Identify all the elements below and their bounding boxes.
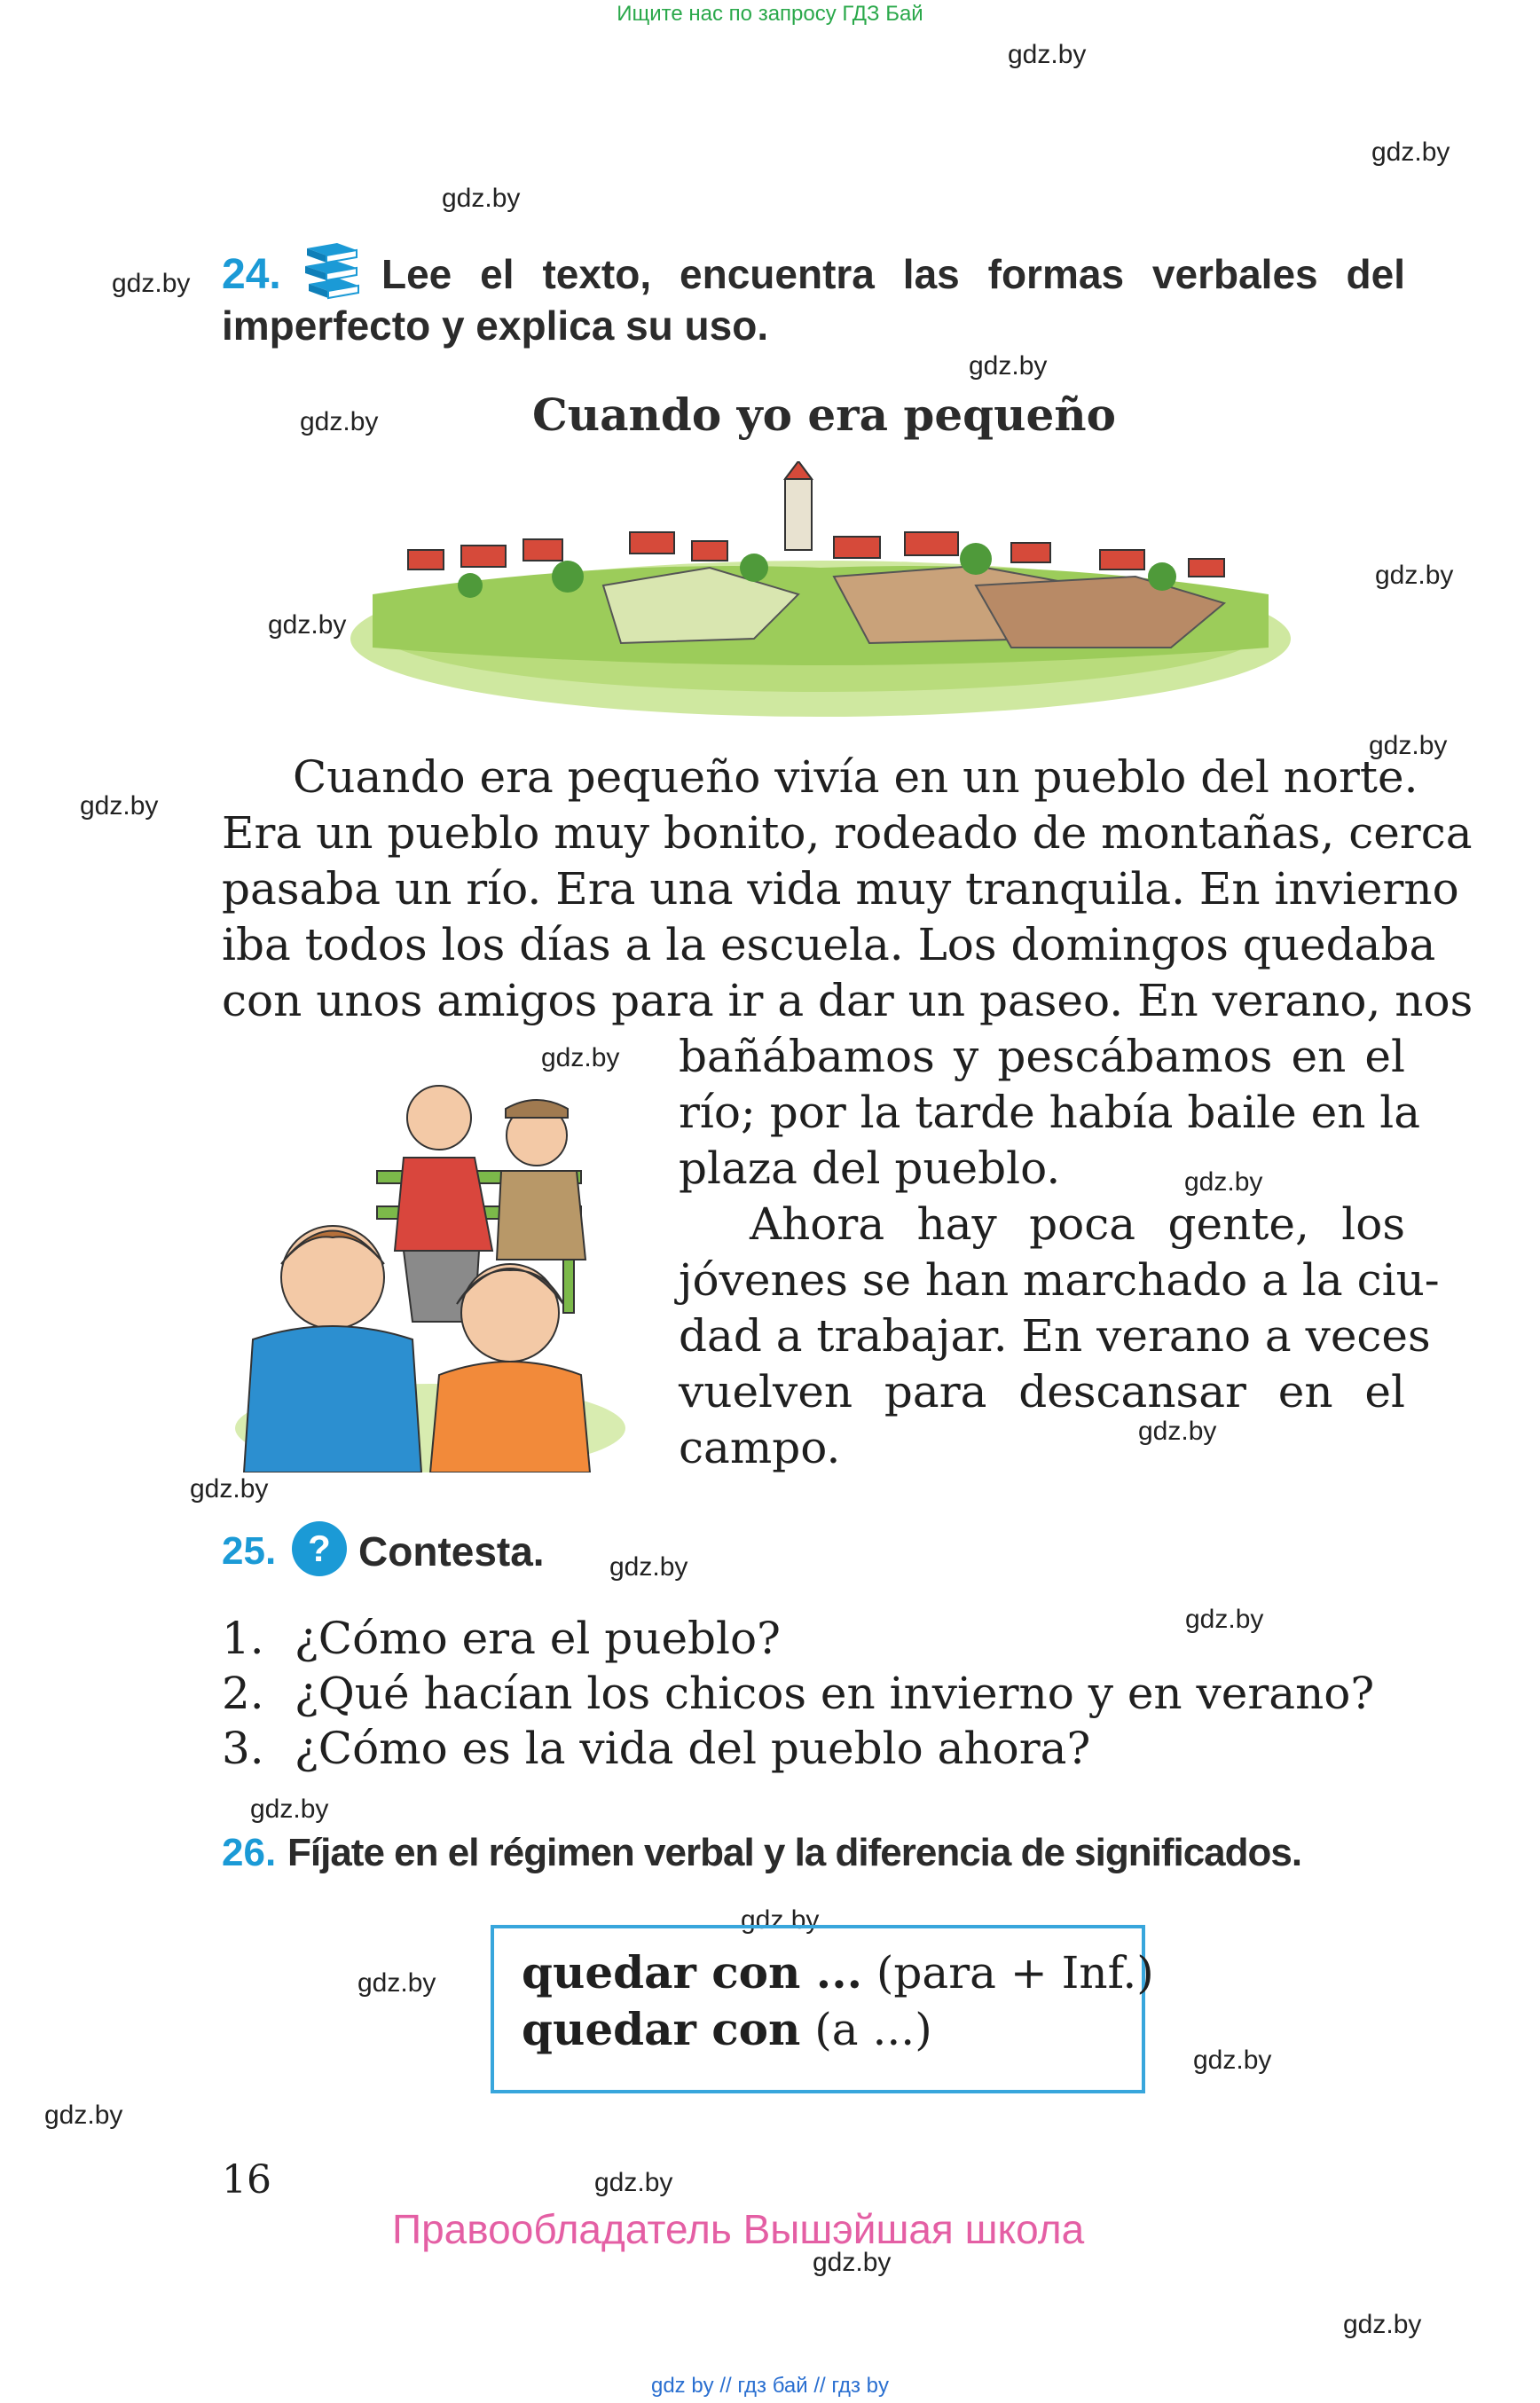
watermark: gdz.by (1184, 1167, 1263, 1197)
rule-line-1-verb: quedar con ... (522, 1946, 863, 1999)
rule-line-2 (522, 2003, 932, 2055)
question-text: ¿Cómo es la vida del pueblo ahora? (295, 1723, 1091, 1774)
story-line: Era un pueblo muy bonito, rodeado de montañas, cerca (222, 807, 1473, 859)
watermark: gdz.by (112, 269, 191, 298)
watermark: gdz.by (1369, 731, 1448, 760)
page-number: 16 (222, 2157, 271, 2203)
watermark: gdz.by (1138, 1417, 1217, 1446)
question-text: ¿Cómo era el pueblo? (295, 1613, 781, 1664)
watermark: gdz.by (741, 1905, 820, 1935)
watermark: gdz.by (1375, 561, 1454, 590)
watermark: gdz.by (442, 184, 521, 213)
watermark: gdz.by (969, 351, 1048, 381)
question-number: 2. (222, 1668, 264, 1719)
rule-line-2-meaning: (a ...) (814, 2004, 932, 2055)
watermark: gdz.by (1008, 40, 1087, 69)
question-text: ¿Qué hacían los chicos en invierno y en verano? (295, 1668, 1375, 1719)
watermark: gdz.by (250, 1794, 329, 1824)
watermark: gdz.by (44, 2101, 123, 2130)
watermark: gdz.by (1185, 1605, 1264, 1634)
top-search-note: Ищите нас по запросу ГДЗ Бай (617, 2, 923, 26)
village-illustration (337, 461, 1295, 719)
watermark: gdz.by (813, 2248, 892, 2277)
story-line: bañábamos y pescábamos en el (679, 1031, 1405, 1082)
question-number: 3. (222, 1723, 264, 1774)
watermark: gdz.by (1343, 2310, 1422, 2339)
exercise-26-heading: Fíjate en el régimen verbal y la diferencia de significados. (287, 1831, 1302, 1874)
bottom-links[interactable]: gdz by // гдз бай // гдз by (650, 2374, 890, 2398)
exercise-26-number: 26. (222, 1831, 277, 1874)
story-line: río; por la tarde había baile en la (679, 1087, 1421, 1138)
exercise-24-number: 24. (222, 251, 281, 298)
watermark: gdz.by (1193, 2046, 1272, 2075)
svg-text:?: ? (308, 1527, 331, 1569)
story-line: con unos amigos para ir a dar un paseo. En verano, nos (222, 975, 1473, 1026)
story-line: iba todos los días a la escuela. Los domingos quedaba (222, 919, 1436, 970)
rights-holder: Правообладатель Вышэйшая школа (392, 2206, 1085, 2252)
rule-line-1-meaning: (para + Inf.) (876, 1947, 1154, 1999)
rule-line-1 (522, 1946, 1154, 1999)
story-line: jóvenes se han marchado a la ciu- (679, 1254, 1440, 1306)
watermark: gdz.by (541, 1043, 620, 1072)
story-line: campo. (679, 1422, 841, 1473)
story-line: vuelven para descansar en el (679, 1366, 1405, 1417)
story-line: dad a trabajar. En verano a veces (679, 1310, 1431, 1362)
watermark: gdz.by (594, 2168, 673, 2197)
question-icon (291, 1520, 348, 1577)
watermark: gdz.by (80, 791, 159, 821)
watermark: gdz.by (609, 1552, 688, 1582)
story-line: Ahora hay poca gente, los (750, 1198, 1405, 1250)
exercise-24-instruction-line2: imperfecto y explica su uso. (222, 302, 769, 349)
exercise-25-heading: Contesta. (358, 1528, 545, 1575)
watermark: gdz.by (358, 1968, 436, 1998)
watermark: gdz.by (300, 407, 379, 436)
story-title: Cuando yo era pequeño (532, 389, 1116, 441)
story-line: plaza del pueblo. (679, 1143, 1061, 1194)
question-number: 1. (222, 1613, 264, 1664)
people-illustration (226, 1073, 634, 1472)
books-icon (302, 240, 362, 300)
watermark: gdz.by (268, 610, 347, 640)
story-line: Cuando era pequeño vivía en un pueblo del norte. (293, 751, 1418, 803)
exercise-24-instruction-line1: Lee el texto, encuentra las formas verbales del (381, 251, 1405, 297)
watermark: gdz.by (190, 1474, 269, 1504)
story-line: pasaba un río. Era una vida muy tranquila. En invierno (222, 863, 1459, 915)
rule-line-2-verb: quedar con (522, 2003, 801, 2055)
watermark: gdz.by (1371, 137, 1450, 167)
exercise-25-number: 25. (222, 1529, 277, 1573)
